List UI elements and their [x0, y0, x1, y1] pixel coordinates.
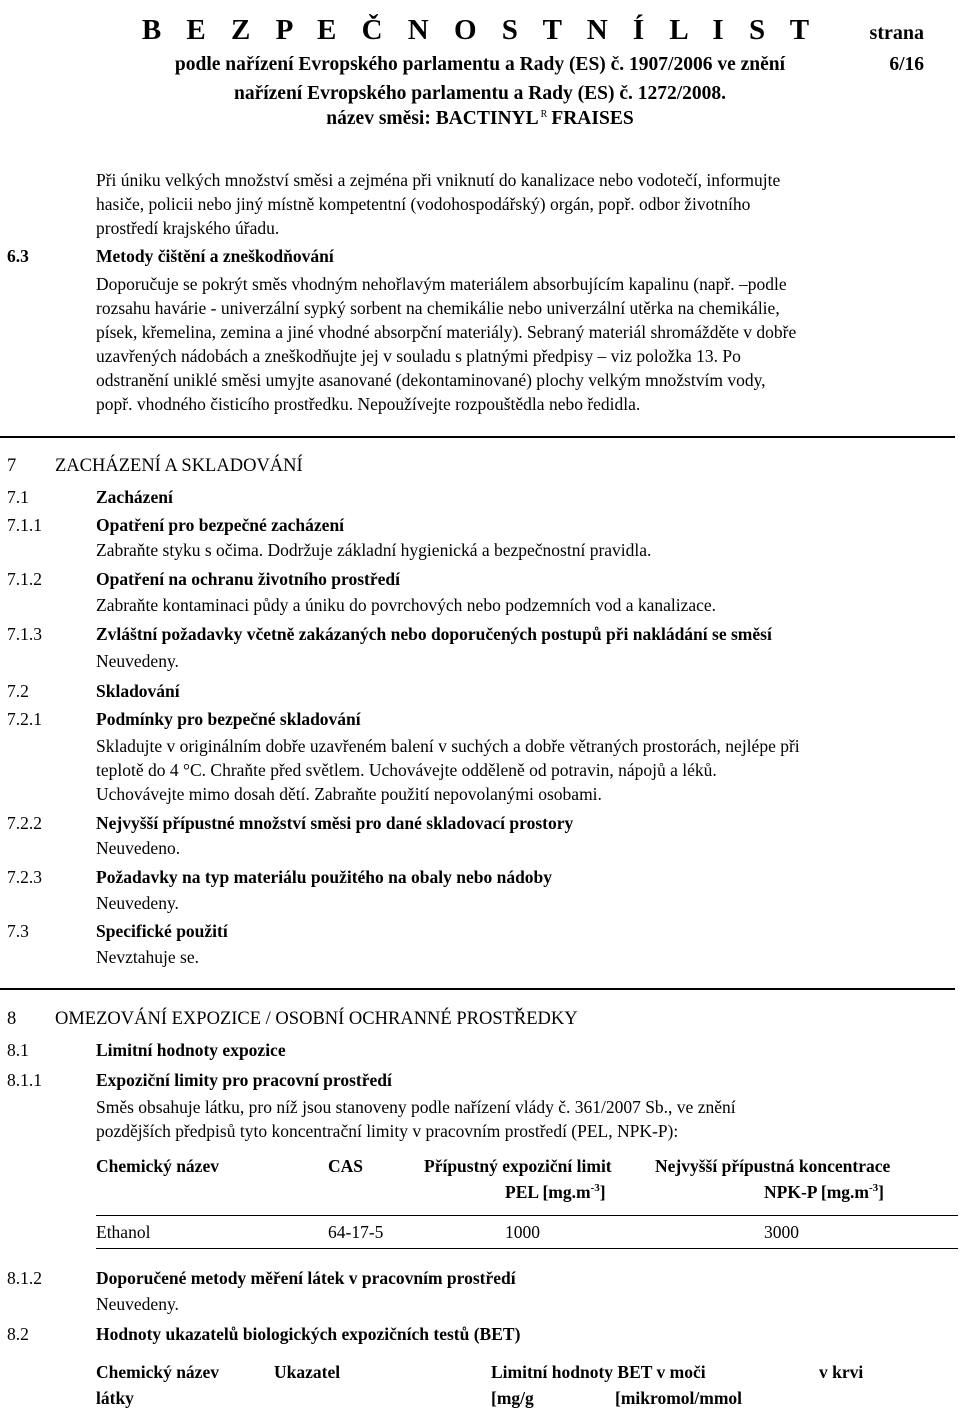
- section-8-number: 8: [7, 1009, 17, 1029]
- table-header-npk-unit: [764, 1182, 884, 1203]
- paragraph-line: odstranění uniklé směsi umyjte asanované (dekontaminované) plochy velkým množstvím vody,: [96, 370, 766, 390]
- section-6-3-heading: Metody čištění a zneškodňování: [96, 246, 334, 266]
- paragraph-line: hasiče, policii nebo jiný místně kompetentní (vodohospodářský) orgán, popř. odbor životního: [96, 194, 751, 214]
- item-text: Neuvedeny.: [96, 893, 179, 913]
- mixture-name-prefix: název směsi: BACTINYL: [326, 108, 539, 129]
- section-7-number: 7: [7, 456, 17, 476]
- item-heading: Expoziční limity pro pracovní prostředí: [96, 1070, 392, 1090]
- item-number: 7.2.3: [7, 867, 42, 887]
- bet-header-name: Chemický název: [96, 1362, 219, 1382]
- item-text: Neuvedeny.: [96, 651, 179, 671]
- table-cell-npk: 3000: [764, 1222, 799, 1242]
- item-number: 8.1.1: [7, 1070, 42, 1090]
- table-bottom-rule: [96, 1248, 958, 1249]
- item-number: 7.3: [7, 921, 29, 941]
- item-heading: Opatření na ochranu životního prostředí: [96, 569, 401, 589]
- bet-header-indicator: Ukazatel: [274, 1362, 341, 1382]
- item-text: Neuvedeny.: [96, 1294, 179, 1314]
- paragraph-line: Doporučuje se pokrýt směs vhodným nehořlavým materiálem absorbujícím kapalinu (např. –podle: [96, 274, 787, 294]
- table-cell-pel: 1000: [505, 1222, 540, 1242]
- paragraph-line: teplotě do 4 °C. Chraňte před světlem. Uchovávejte odděleně od potravin, nápojů a léků.: [96, 760, 717, 780]
- item-number: 8.1: [7, 1040, 29, 1060]
- registered-mark: R: [540, 108, 548, 120]
- page-label: strana: [869, 22, 924, 44]
- item-text: Zabraňte kontaminaci půdy a úniku do povrchových nebo podzemních vod a kanalizace.: [96, 595, 717, 615]
- paragraph-line: prostředí krajského úřadu.: [96, 218, 280, 238]
- item-text-block: [96, 734, 956, 806]
- document-title: B E Z P E Č N O S T N Í L I S T: [141, 14, 819, 46]
- section-divider: [0, 436, 955, 438]
- paragraph-line: Skladujte v originálním dobře uzavřeném balení v suchých a dobře větraných prostorách, nejlépe při: [96, 736, 800, 756]
- section-6-3-text: [96, 272, 956, 416]
- item-heading: Skladování: [96, 681, 180, 701]
- table-header-cas: CAS: [328, 1156, 364, 1176]
- table-header-pel-unit: [505, 1182, 606, 1203]
- section-6-3-number: 6.3: [7, 246, 29, 266]
- item-number: 7.1.3: [7, 624, 42, 644]
- bet-header-urine: Limitní hodnoty BET v moči: [491, 1362, 706, 1382]
- npk-unit-text: NPK-P [mg.m: [764, 1182, 869, 1202]
- item-text-block: [96, 1095, 956, 1143]
- bet-header-name-2: látky: [96, 1388, 134, 1408]
- item-text: Neuvedeno.: [96, 838, 181, 858]
- item-number: 8.2: [7, 1324, 29, 1344]
- mixture-name: [0, 108, 960, 130]
- item-heading: Hodnoty ukazatelů biologických expozičních testů (BET): [96, 1324, 521, 1344]
- paragraph-line: pozdějších předpisů tyto koncentrační limity v pracovním prostředí (PEL, NPK-P):: [96, 1121, 679, 1141]
- bracket-close: ]: [599, 1182, 606, 1202]
- table-header-rule: [96, 1215, 958, 1216]
- item-number: 8.1.2: [7, 1268, 42, 1288]
- section-7-title: [7, 456, 303, 477]
- regulation-line-2: nařízení Evropského parlamentu a Rady (ES) č. 1272/2008.: [233, 83, 727, 104]
- regulation-line-1: [0, 54, 960, 76]
- item-number: 7.1: [7, 487, 29, 507]
- table-header-pel: Přípustný expoziční limit: [424, 1156, 612, 1176]
- paragraph-line: písek, křemelina, zemina a jiné vhodné absorpční materiály). Sebraný materiál shromážděte v dobře: [96, 322, 797, 342]
- item-heading: Nejvyšší přípustné množství směsi pro dané skladovací prostory: [96, 813, 574, 833]
- table-cell-name: Ethanol: [96, 1222, 151, 1242]
- table-header-npk: Nejvyšší přípustná koncentrace: [655, 1156, 891, 1176]
- item-heading: Zvláštní požadavky včetně zakázaných nebo doporučených postupů při nakládání se směsí: [96, 624, 772, 644]
- paragraph-line: Směs obsahuje látku, pro níž jsou stanoveny podle nařízení vlády č. 361/2007 Sb., ve znění: [96, 1097, 736, 1117]
- item-heading: Požadavky na typ materiálu použitého na obaly nebo nádoby: [96, 867, 553, 887]
- superscript: -3: [868, 1182, 879, 1195]
- section-divider: [0, 988, 955, 990]
- item-number: 7.1.1: [7, 515, 42, 535]
- mixture-name-suffix: FRAISES: [551, 108, 634, 129]
- pel-unit-text: PEL [mg.m: [505, 1182, 591, 1202]
- paragraph-line: Při úniku velkých množství směsi a zejména při vniknutí do kanalizace nebo vodotečí, informujte: [96, 170, 781, 190]
- bet-header-unit-mikromol: [mikromol/mmol: [615, 1388, 743, 1408]
- bet-header-blood: v krvi: [819, 1362, 864, 1382]
- table-cell-cas: 64-17-5: [328, 1222, 384, 1242]
- section-8-title: [7, 1009, 578, 1030]
- item-text: Nevztahuje se.: [96, 947, 200, 967]
- item-heading: Podmínky pro bezpečné skladování: [96, 709, 361, 729]
- spill-info-paragraph: [96, 168, 956, 240]
- paragraph-line: Uchovávejte mimo dosah dětí. Zabraňte použití nepovolanými osobami.: [96, 784, 602, 804]
- section-7-label: ZACHÁZENÍ A SKLADOVÁNÍ: [55, 456, 303, 476]
- bet-header-unit-mg: [mg/g: [491, 1388, 534, 1408]
- item-heading: Zacházení: [96, 487, 173, 507]
- superscript: -3: [590, 1182, 600, 1195]
- paragraph-line: uzavřených nádobách a zneškodňujte jej v souladu s platnými předpisy – viz položka 13. Po: [96, 346, 741, 366]
- item-heading: Specifické použití: [96, 921, 228, 941]
- item-heading: Opatření pro bezpečné zacházení: [96, 515, 345, 535]
- regulation-text-1: podle nařízení Evropského parlamentu a Rady (ES) č. 1907/2006 ve znění: [174, 54, 786, 75]
- item-heading: Limitní hodnoty expozice: [96, 1040, 286, 1060]
- paragraph-line: popř. vhodného čisticího prostředku. Nepoužívejte rozpouštědla nebo ředidla.: [96, 394, 641, 414]
- item-text: Zabraňte styku s očima. Dodržuje základní hygienická a bezpečnostní pravidla.: [96, 540, 652, 560]
- item-heading: Doporučené metody měření látek v pracovním prostředí: [96, 1268, 516, 1288]
- section-8-label: OMEZOVÁNÍ EXPOZICE / OSOBNÍ OCHRANNÉ PROSTŘEDKY: [55, 1009, 578, 1029]
- item-number: 7.2.1: [7, 709, 42, 729]
- page-number: 6/16: [889, 54, 924, 75]
- bracket-close: ]: [878, 1182, 884, 1202]
- item-number: 7.2: [7, 681, 29, 701]
- item-number: 7.2.2: [7, 813, 42, 833]
- paragraph-line: rozsahu havárie - univerzální sypký sorbent na chemikálie nebo univerzální utěrka na chemikálie,: [96, 298, 780, 318]
- item-number: 7.1.2: [7, 569, 42, 589]
- table-header-name: Chemický název: [96, 1156, 219, 1176]
